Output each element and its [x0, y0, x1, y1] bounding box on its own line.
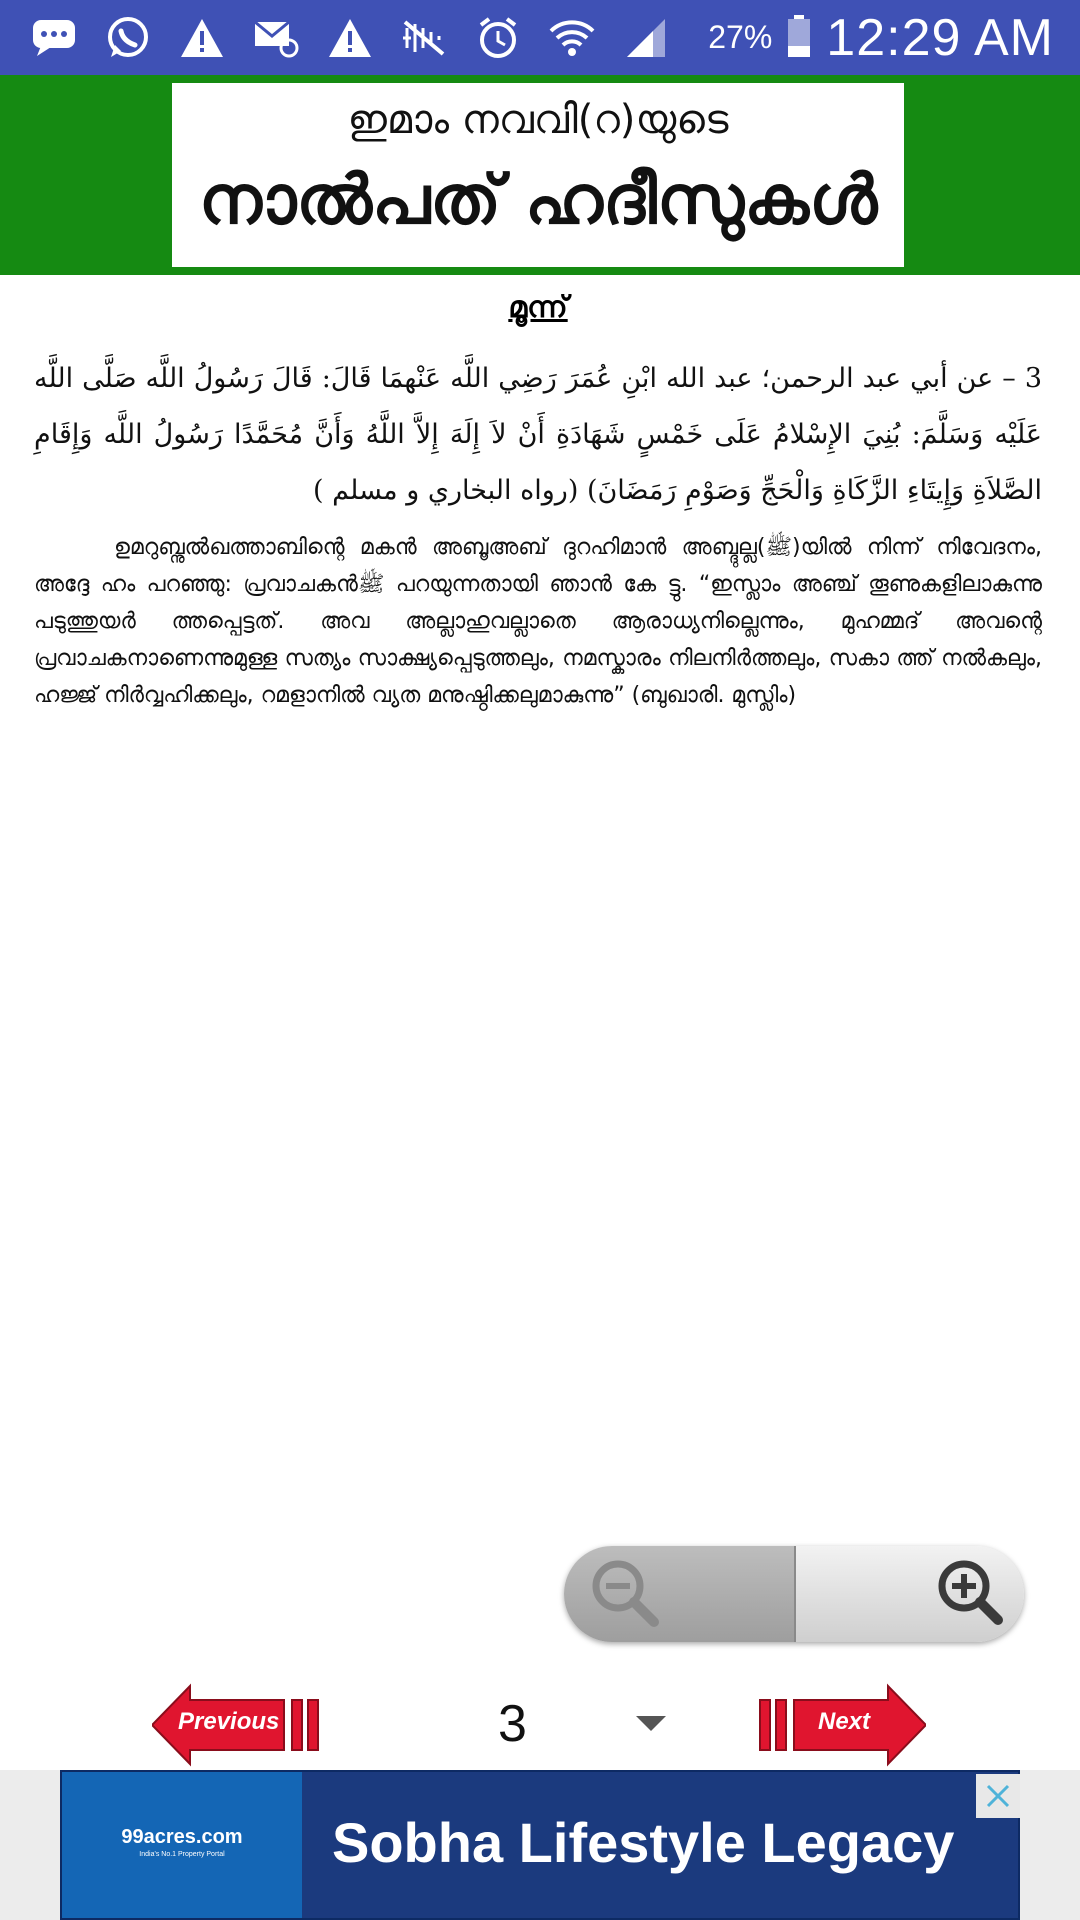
title-banner [172, 83, 904, 267]
zoom-in-button[interactable] [794, 1546, 1024, 1642]
ad-logo-name: 99acres.com [121, 1826, 243, 1848]
close-icon [983, 1781, 1013, 1811]
chapter-title: മൂന്ന് [508, 290, 568, 325]
ad-banner[interactable] [60, 1770, 1020, 1920]
zoom-out-button[interactable] [564, 1546, 794, 1642]
hadith-content [34, 290, 1042, 714]
next-label: Next [818, 1708, 871, 1735]
app-header [0, 75, 1080, 275]
clock: 12:29 AM [826, 8, 1054, 67]
ad-logo [62, 1772, 302, 1918]
warning-icon [324, 12, 376, 64]
notification-icons [28, 10, 672, 66]
malayalam-translation: ഉമറുബ്നുൽഖത്താബിന്റെ മകൻ അബൂഅബ് ദുറഹിമാൻ അബ്ദുല്ല(ﷺ)യിൽ നിന്ന് നിവേദനം, അദ്ദേ ഹം പറഞ്ഞു: പ്രവാചകൻﷺ പറയുന്നതായി ഞാൻ കേ ട്ടു. “ഇസ്ലാം അഞ്ച് തൂണുകളിലാകുന്നു പടുത്തുയർ ത്തപ്പെട്ടത്. അവ അല്ലാഹുവല്ലാതെ ആരാധ്യനില്ലെന്നും, മുഹമ്മദ് അവന്റെ പ്രവാചകനാണെന്നുമുള്ള സത്യം സാക്ഷ്യപ്പെടുത്തലും, നമസ്കാരം നിലനിർത്തലും, സകാ ത്ത് നൽകലും, ഹജ്ജ് നിർവ്വഹിക്കലും, റമളാനിൽ വ്യത മനുഷ്ഠിക്കലുമാകുന്നു” (ബുഖാരി. മുസ്ലിം) [34, 535, 1042, 708]
battery-icon [786, 14, 812, 62]
page-number: 3 [498, 1695, 527, 1753]
status-bar [0, 0, 1080, 75]
signal-icon [620, 12, 672, 64]
whatsapp-icon [102, 12, 154, 64]
warning-icon [176, 12, 228, 64]
previous-label: Previous [178, 1708, 280, 1735]
page-navigation [0, 1676, 1080, 1772]
wifi-icon [546, 12, 598, 64]
header-title: നാൽപത് ഹദീസുകൾ [198, 161, 878, 240]
ad-area [0, 1770, 1080, 1920]
ad-close-button[interactable] [976, 1774, 1020, 1818]
email-icon [250, 12, 302, 64]
status-right [708, 0, 1054, 75]
ad-logo-tagline: India's No.1 Property Portal [139, 1851, 225, 1858]
header-subtitle: ഇമാം നവവി(റ)യുടെ [347, 97, 729, 143]
zoom-control [564, 1546, 1024, 1642]
battery-percent: 27% [708, 19, 773, 55]
dropdown-caret-icon [636, 1716, 666, 1731]
mute-icon [398, 12, 450, 64]
message-icon [28, 12, 80, 64]
zoom-out-icon [582, 1552, 672, 1636]
alarm-icon [472, 12, 524, 64]
zoom-in-icon [920, 1552, 1010, 1636]
previous-button[interactable] [152, 1682, 324, 1768]
arabic-text: 3 – عن أبي عبد الرحمن؛ عبد الله ابْنِ عُمَرَ رَضِي اللَّه عَنْهمَا قَالَ: قَالَ رَسُولُ اللَّه صَلَّى اللَّه عَلَيْه وَسَلَّمَ: بُنِيَ الإِسْلامُ عَلَى خَمْسٍ شَهَادَةِ أَنْ لاَ إِلَهَ إِلاَّ اللَّهُ وَأَنَّ مُحَمَّدًا رَسُولُ اللَّه وَإِقَامِ الصَّلاَةِ وَإِيتَاءِ الزَّكَاةِ وَالْحَجِّ وَصَوْمِ رَمَضَانَ) (رواه البخاري و مسلم ) [34, 363, 1042, 506]
ad-headline: Sobha Lifestyle Legacy [332, 1811, 955, 1874]
next-button[interactable] [754, 1682, 926, 1768]
page-selector[interactable] [470, 1676, 690, 1772]
